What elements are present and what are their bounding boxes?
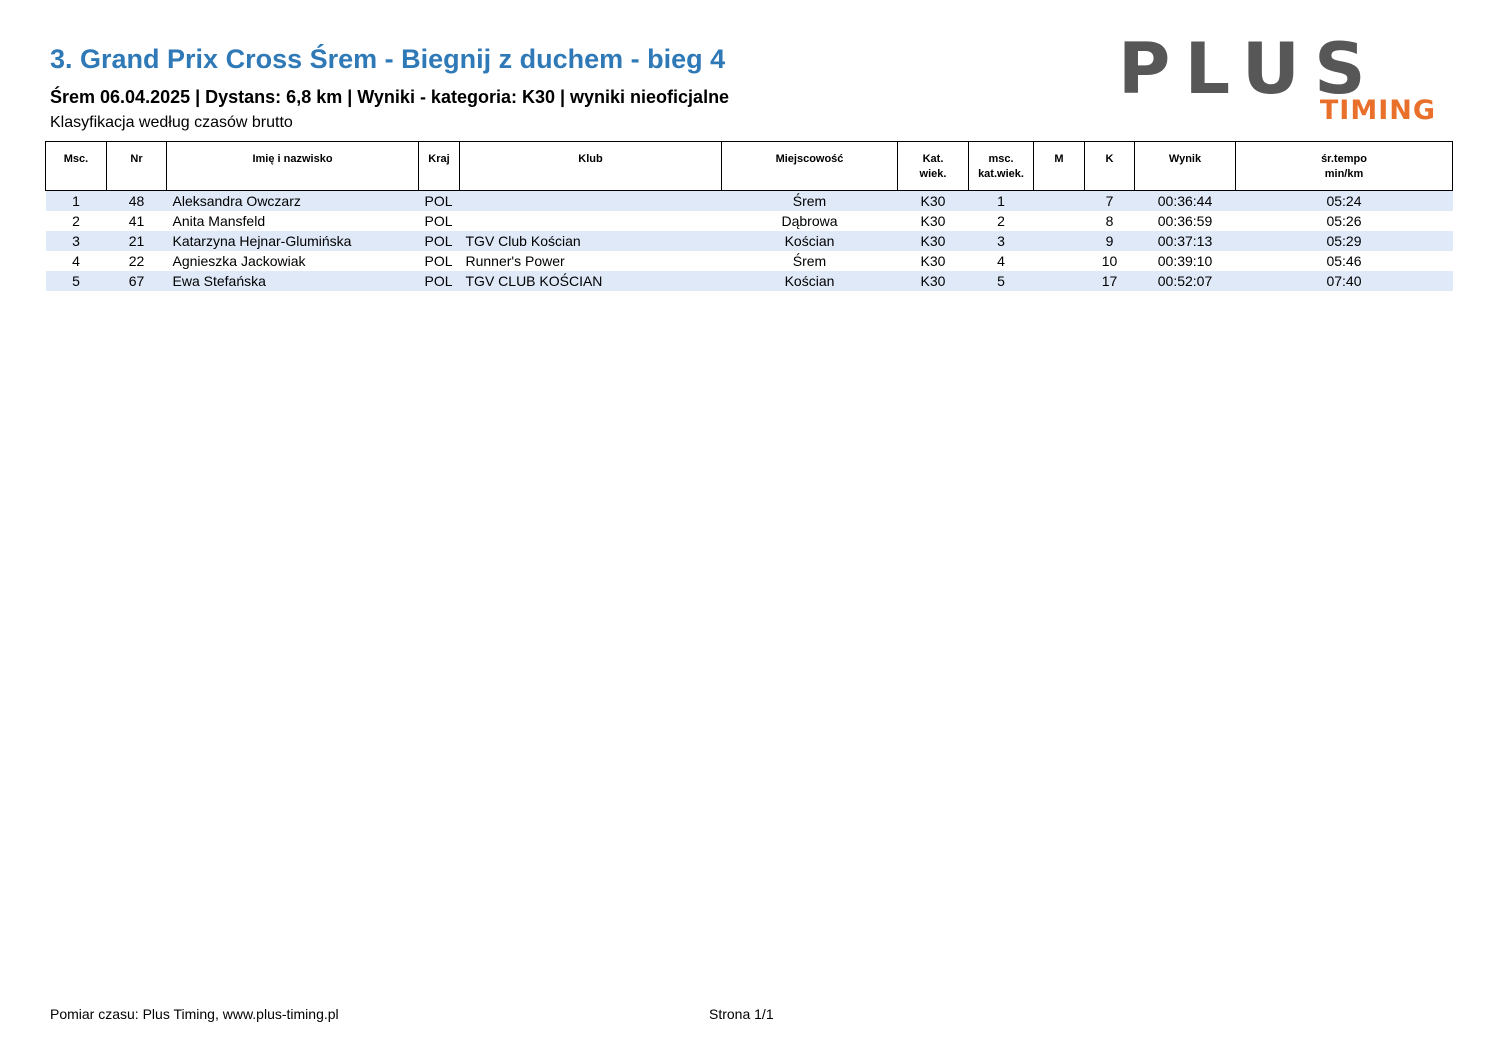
footer-page-number: Strona 1/1 <box>709 1006 774 1022</box>
col-header-category <box>898 142 969 191</box>
col-header-result: Wynik <box>1135 142 1236 191</box>
cell-result: 00:36:59 <box>1157 213 1213 229</box>
cell-msc: 4 <box>72 253 80 269</box>
col-header-nr: Nr <box>107 142 167 191</box>
cell-city: Kościan <box>722 231 898 251</box>
cell-nr: 48 <box>107 191 167 212</box>
col-header-pace-line2: min/km <box>1324 168 1364 180</box>
cell-nr: 21 <box>107 231 167 251</box>
cell-category: K30 <box>898 231 969 251</box>
col-header-category-place <box>969 142 1034 191</box>
cell-msc: 3 <box>46 231 107 251</box>
logo-sub: TIMING <box>1319 95 1436 126</box>
col-header-club: Klub <box>460 142 722 191</box>
cell-city: Śrem <box>792 253 827 269</box>
classification-note: Klasyfikacja według czasów brutto <box>50 114 293 131</box>
table-row <box>46 231 1453 251</box>
col-header-k: K <box>1085 142 1135 191</box>
cell-result: 00:52:07 <box>1135 271 1236 291</box>
cell-result: 00:37:13 <box>1135 231 1236 251</box>
cell-name: Agnieszka Jackowiak <box>172 253 306 269</box>
cell-country: POL <box>419 271 460 291</box>
cell-club: TGV Club Kościan <box>460 231 722 251</box>
cell-pace: 07:40 <box>1236 271 1453 291</box>
cell-result: 00:36:44 <box>1135 191 1236 212</box>
cell-country: POL <box>424 253 453 269</box>
logo-word: PLUS <box>1118 28 1380 110</box>
table-row <box>46 271 1453 291</box>
cell-club: Runner's Power <box>465 253 565 269</box>
col-header-category-place-line1: msc. <box>988 153 1014 165</box>
cell-category-place: 5 <box>969 271 1034 291</box>
cell-msc: 1 <box>46 191 107 212</box>
cell-pace: 05:29 <box>1236 231 1453 251</box>
col-header-country: Kraj <box>419 142 460 191</box>
cell-nr: 67 <box>107 271 167 291</box>
cell-m <box>1034 231 1085 251</box>
table-row <box>46 191 1453 212</box>
cell-m <box>1034 191 1085 212</box>
col-header-city: Miejscowość <box>722 142 898 191</box>
col-header-m: M <box>1034 142 1085 191</box>
cell-k: 7 <box>1085 191 1135 212</box>
race-subtitle: Śrem 06.04.2025 | Dystans: 6,8 km | Wyniki - kategoria: K30 | wyniki nieoficjalne <box>50 87 730 107</box>
col-header-msc: Msc. <box>46 142 107 191</box>
cell-category: K30 <box>920 213 946 229</box>
cell-m <box>1034 251 1085 271</box>
cell-category: K30 <box>898 271 969 291</box>
cell-city: Dąbrowa <box>781 213 838 229</box>
col-header-pace-line1: śr.tempo <box>1321 153 1367 165</box>
cell-nr: 41 <box>128 213 145 229</box>
cell-m <box>1034 211 1085 231</box>
col-header-category-place-line2: kat.wiek. <box>978 168 1024 180</box>
cell-name: Anita Mansfeld <box>172 213 266 229</box>
cell-k: 8 <box>1105 213 1114 229</box>
cell-pace: 05:24 <box>1236 191 1453 212</box>
cell-club: TGV CLUB KOŚCIAN <box>460 271 722 291</box>
col-header-name: Imię i nazwisko <box>167 142 419 191</box>
cell-category-place: 4 <box>997 253 1005 269</box>
cell-name: Ewa Stefańska <box>167 271 419 291</box>
cell-k: 9 <box>1085 231 1135 251</box>
cell-msc: 5 <box>46 271 107 291</box>
cell-category: K30 <box>920 253 946 269</box>
table-row <box>46 251 1453 271</box>
cell-club <box>460 211 722 231</box>
cell-name: Katarzyna Hejnar-Glumińska <box>167 231 419 251</box>
table-header-row <box>46 142 1453 191</box>
cell-city: Śrem <box>722 191 898 212</box>
cell-category-place: 1 <box>969 191 1034 212</box>
cell-k: 10 <box>1101 253 1118 269</box>
cell-country: POL <box>419 231 460 251</box>
cell-nr: 22 <box>128 253 145 269</box>
cell-club <box>460 191 722 212</box>
cell-category-place: 3 <box>969 231 1034 251</box>
cell-country: POL <box>424 213 453 229</box>
cell-category-place: 2 <box>997 213 1005 229</box>
cell-m <box>1034 271 1085 291</box>
plus-timing-logo <box>1118 28 1450 126</box>
cell-result: 00:39:10 <box>1157 253 1213 269</box>
col-header-category-line2: wiek. <box>919 168 947 180</box>
cell-pace: 05:26 <box>1326 213 1362 229</box>
cell-country: POL <box>419 191 460 212</box>
cell-name: Aleksandra Owczarz <box>167 191 419 212</box>
col-header-pace <box>1236 142 1453 191</box>
cell-k: 17 <box>1085 271 1135 291</box>
col-header-category-line1: Kat. <box>922 153 944 165</box>
table-row <box>46 211 1453 231</box>
results-table <box>45 141 1453 291</box>
cell-category: K30 <box>898 191 969 212</box>
cell-msc: 2 <box>72 213 80 229</box>
cell-city: Kościan <box>722 271 898 291</box>
footer-timing: Pomiar czasu: Plus Timing, www.plus-timing.pl <box>50 1006 339 1022</box>
page-title: 3. Grand Prix Cross Śrem - Biegnij z duchem - bieg 4 <box>50 44 726 74</box>
cell-pace: 05:46 <box>1326 253 1362 269</box>
